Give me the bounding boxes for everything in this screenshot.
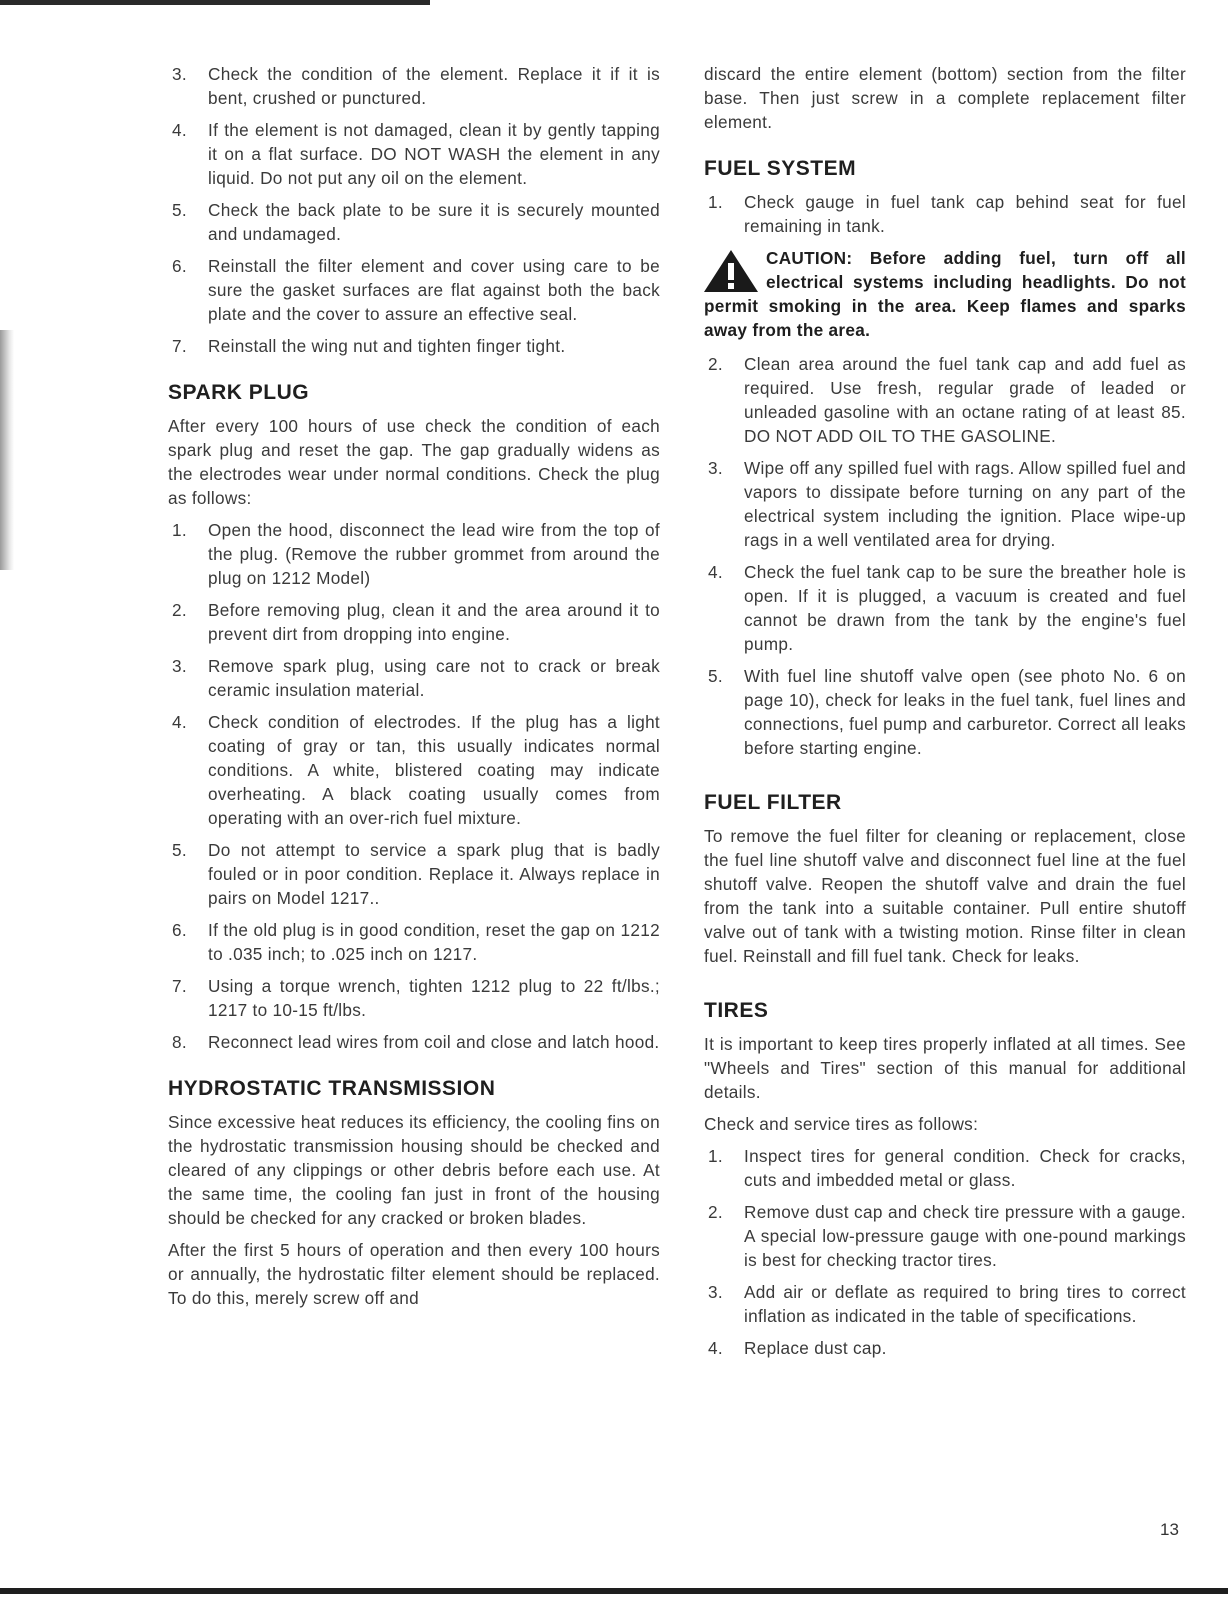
scan-edge-top [0, 0, 430, 5]
tires-intro: It is important to keep tires properly inflated at all times. See "Wheels and Tires" section of this manual for additional details. [704, 1034, 1186, 1102]
page-number: 13 [1160, 1520, 1179, 1539]
scan-edge-bottom [0, 1588, 1228, 1594]
tires-heading: TIRES [704, 999, 769, 1022]
list-item: 3. Wipe off any spilled fuel with rags. Allow spilled fuel and vapors to dissipate before turning on any part of the electrical system including the ignition. Place wipe-up rags in a well ventilated area for drying. [708, 458, 1186, 550]
list-item: 4. Check condition of electrodes. If the plug has a light coating of gray or tan, this usually indicates normal conditions. A white, blistered coating may indicate overheating. A black coating usually comes from operating with an over-rich fuel mixture. [172, 712, 660, 828]
list-item: 6. If the old plug is in good condition, reset the gap on 1212 to .035 inch; to .025 inch on 1217. [172, 920, 660, 964]
list-item: 8. Reconnect lead wires from coil and close and latch hood. [172, 1032, 660, 1052]
hydrostatic-para-2: After the first 5 hours of operation and then every 100 hours or annually, the hydrostatic filter element should be replaced. To do this, merely screw off and [168, 1240, 660, 1308]
hydrostatic-para-1: Since excessive heat reduces its efficiency, the cooling fins on the hydrostatic transmission housing should be checked and cleared of any clippings or other debris before each use. At the same time, the cooling fan just in front of the housing should be checked for any cracked or broken blades. [168, 1112, 660, 1228]
list-item: 5. Do not attempt to service a spark plug that is badly fouled or in poor condition. Replace it. Always replace in pairs on Model 1217.. [172, 840, 660, 908]
list-item: 6. Reinstall the filter element and cover using care to be sure the gasket surfaces are flat against both the back plate and the cover to assure an effective seal. [172, 256, 660, 324]
list-item: 2. Clean area around the fuel tank cap and add fuel as required. Use fresh, regular grade of leaded or unleaded gasoline with an octane rating of at least 85. DO NOT ADD OIL TO THE GASOLINE. [708, 354, 1186, 446]
hydrostatic-heading: HYDROSTATIC TRANSMISSION [168, 1077, 496, 1100]
list-item: 4. Check the fuel tank cap to be sure the breather hole is open. If it is plugged, a vacuum is created and fuel cannot be drawn from the tank by the engine's fuel pump. [708, 562, 1186, 654]
list-item: 3. Remove spark plug, using care not to crack or break ceramic insulation material. [172, 656, 660, 700]
list-item: 2. Remove dust cap and check tire pressure with a gauge. A special low-pressure gauge with one-pound markings is best for checking tractor tires. [708, 1202, 1186, 1270]
spark-plug-heading: SPARK PLUG [168, 381, 310, 404]
warning-triangle-icon [702, 248, 760, 294]
list-item: 7. Using a torque wrench, tighten 1212 plug to 22 ft/lbs.; 1217 to 10-15 ft/lbs. [172, 976, 660, 1020]
tires-lead: Check and service tires as follows: [704, 1114, 979, 1134]
fuel-system-steps [704, 352, 1186, 760]
list-item: 4. Replace dust cap. [708, 1338, 887, 1358]
spark-plug-steps [168, 518, 660, 1054]
list-item: 5. Check the back plate to be sure it is securely mounted and undamaged. [172, 200, 660, 244]
fuel-system-step-1 [704, 190, 1186, 238]
list-item: 3. Add air or deflate as required to bring tires to correct inflation as indicated in the table of specifications. [708, 1282, 1186, 1326]
scan-binding-shadow [0, 330, 14, 570]
air-filter-steps [168, 62, 660, 358]
list-item: 5. With fuel line shutoff valve open (see photo No. 6 on page 10), check for leaks in the fuel tank, fuel lines and connections, fuel pump and carburetor. Correct all leaks before starting engine. [708, 666, 1186, 758]
list-item: 1. Open the hood, disconnect the lead wire from the top of the plug. (Remove the rubber grommet from around the plug on 1212 Model) [172, 520, 660, 588]
fuel-system-heading: FUEL SYSTEM [704, 157, 857, 180]
right-column [704, 62, 1186, 1368]
spark-plug-intro: After every 100 hours of use check the condition of each spark plug and reset the gap. The gap gradually widens as the electrodes wear under normal conditions. Check the plug as follows: [168, 416, 660, 508]
tires-steps [704, 1144, 1186, 1360]
list-item: 3. Check the condition of the element. Replace it if it is bent, crushed or punctured. [172, 64, 660, 108]
continued-text: discard the entire element (bottom) section from the filter base. Then just screw in a complete replacement filter element. [704, 64, 1186, 132]
list-item: 7. Reinstall the wing nut and tighten finger tight. [172, 336, 566, 356]
list-item: 2. Before removing plug, clean it and the area around it to prevent dirt from dropping into engine. [172, 600, 660, 644]
list-item: 1. Inspect tires for general condition. Check for cracks, cuts and imbedded metal or glass. [708, 1146, 1186, 1190]
list-item: 1. Check gauge in fuel tank cap behind seat for fuel remaining in tank. [708, 192, 1186, 236]
fuel-filter-heading: FUEL FILTER [704, 791, 842, 814]
list-item: 4. If the element is not damaged, clean it by gently tapping it on a flat surface. DO NOT WASH the element in any liquid. Do not put any oil on the element. [172, 120, 660, 188]
left-column [168, 62, 660, 1318]
fuel-filter-text: To remove the fuel filter for cleaning or replacement, close the fuel line shutoff valve and disconnect fuel line at the fuel shutoff valve. Reopen the shutoff valve and drain the fuel from the tank into a suitable container. Pull entire shutoff valve out of tank with a twisting motion. Rinse filter in clean fuel. Reinstall and fill fuel tank. Check for leaks. [704, 826, 1186, 966]
caution-text: CAUTION: Before adding fuel, turn off all electrical systems including headlights. Do not permit smoking in the area. Keep flames and sparks away from the area. [704, 248, 1186, 340]
caution-notice [704, 246, 1186, 342]
